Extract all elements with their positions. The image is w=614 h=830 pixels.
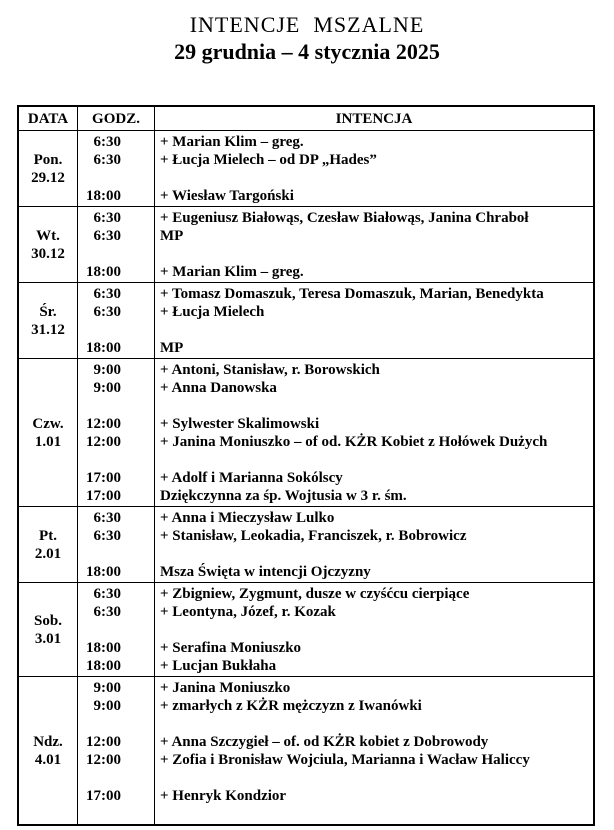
table-row-tuesday bbox=[19, 206, 593, 282]
time-value bbox=[78, 545, 154, 563]
intention-text: + Janina Moniuszko – of od. KŻR Kobiet z Hołówek Dużych bbox=[160, 434, 548, 450]
times-cell bbox=[78, 283, 155, 358]
time-value: 6:30 bbox=[93, 210, 121, 226]
intention-text bbox=[160, 769, 593, 787]
date-label: 29.12 bbox=[31, 169, 65, 186]
time-value: 18:00 bbox=[86, 340, 121, 356]
day-label: Ndz. bbox=[33, 733, 63, 750]
intentions-cell bbox=[155, 583, 593, 676]
mass-intentions-table bbox=[17, 105, 595, 826]
intention-text bbox=[160, 321, 593, 339]
time-value: 6:30 bbox=[93, 510, 121, 526]
intention-text: + Sylwester Skalimowski bbox=[160, 416, 320, 432]
day-label: Pt. bbox=[39, 527, 57, 544]
time-value: 6:30 bbox=[93, 528, 121, 544]
intentions-cell bbox=[155, 283, 593, 358]
intentions-cell bbox=[155, 677, 593, 824]
times-cell bbox=[78, 359, 155, 506]
time-value bbox=[78, 451, 154, 469]
intention-text: + Anna Danowska bbox=[160, 380, 277, 396]
intentions-cell bbox=[155, 507, 593, 582]
time-value: 9:00 bbox=[93, 698, 121, 714]
intention-text: + Marian Klim – greg. bbox=[160, 264, 304, 280]
day-label: Śr. bbox=[39, 303, 57, 320]
time-value: 6:30 bbox=[93, 152, 121, 168]
time-value: 9:00 bbox=[93, 362, 121, 378]
table-header-row bbox=[19, 107, 593, 131]
column-header-godz: GODZ. bbox=[78, 107, 155, 130]
time-value bbox=[78, 245, 154, 263]
time-value: 17:00 bbox=[86, 788, 121, 804]
intention-text: + Łucja Mielech – od DP „Hades” bbox=[160, 152, 377, 168]
time-value: 18:00 bbox=[86, 640, 121, 656]
time-value: 12:00 bbox=[86, 734, 121, 750]
time-value bbox=[78, 805, 154, 823]
time-value bbox=[78, 769, 154, 787]
time-value: 17:00 bbox=[86, 488, 121, 504]
intention-text: MP bbox=[160, 228, 184, 244]
time-value: 6:30 bbox=[93, 228, 121, 244]
time-value: 9:00 bbox=[93, 680, 121, 696]
date-cell bbox=[19, 507, 78, 582]
intention-text bbox=[160, 169, 593, 187]
intention-text: + zmarłych z KŻR mężczyzn z Iwanówki bbox=[160, 698, 422, 714]
intention-text: + Marian Klim – greg. bbox=[160, 134, 304, 150]
time-value: 18:00 bbox=[86, 658, 121, 674]
date-label: 2.01 bbox=[34, 545, 62, 562]
time-value bbox=[78, 621, 154, 639]
time-value: 12:00 bbox=[86, 416, 121, 432]
times-cell bbox=[78, 677, 155, 824]
intention-text: Dziękczynna za śp. Wojtusia w 3 r. śm. bbox=[160, 488, 407, 504]
intention-text: + Janina Moniuszko bbox=[160, 680, 291, 696]
intention-text bbox=[160, 397, 593, 415]
time-value bbox=[78, 715, 154, 733]
intention-text: + Leontyna, Józef, r. Kozak bbox=[160, 604, 336, 620]
date-label: 31.12 bbox=[31, 321, 65, 338]
intention-text bbox=[160, 621, 593, 639]
intention-text: + Serafina Moniuszko bbox=[160, 640, 302, 656]
intention-text: + Anna Szczygieł – of. od KŻR kobiet z Dobrowody bbox=[160, 734, 489, 750]
time-value bbox=[78, 397, 154, 415]
page-title: INTENCJE MSZALNE bbox=[189, 12, 425, 37]
intention-text: + Eugeniusz Białowąs, Czesław Białowąs, Janina Chraboł bbox=[160, 210, 529, 226]
intentions-cell bbox=[155, 207, 593, 282]
column-header-intencja: INTENCJA bbox=[335, 111, 413, 127]
table-row-monday bbox=[19, 131, 593, 206]
date-label: 4.01 bbox=[34, 751, 62, 768]
time-value: 12:00 bbox=[86, 434, 121, 450]
day-label: Pon. bbox=[33, 151, 63, 168]
day-label: Sob. bbox=[34, 612, 62, 629]
intentions-cell bbox=[155, 359, 593, 506]
table-row-sunday bbox=[19, 676, 593, 824]
date-cell bbox=[19, 207, 78, 282]
intention-text: + Anna i Mieczysław Lulko bbox=[160, 510, 335, 526]
date-label: 30.12 bbox=[31, 245, 65, 262]
intention-text: + Tomasz Domaszuk, Teresa Domaszuk, Marian, Benedykta bbox=[160, 286, 544, 302]
intentions-cell bbox=[155, 131, 593, 206]
time-value: 6:30 bbox=[93, 286, 121, 302]
time-value: 17:00 bbox=[86, 470, 121, 486]
intention-text: Msza Święta w intencji Ojczyzny bbox=[160, 564, 371, 580]
date-cell bbox=[19, 677, 78, 824]
time-value: 6:30 bbox=[93, 604, 121, 620]
day-label: Czw. bbox=[32, 415, 64, 432]
intention-text bbox=[160, 451, 593, 469]
time-value: 18:00 bbox=[86, 264, 121, 280]
date-label: 3.01 bbox=[34, 630, 62, 647]
time-value: 18:00 bbox=[86, 564, 121, 580]
table-row-thursday bbox=[19, 358, 593, 506]
intention-text: + Zofia i Bronisław Wojciula, Marianna i Wacław Haliccy bbox=[160, 752, 530, 768]
intention-text bbox=[160, 545, 593, 563]
time-value: 6:30 bbox=[93, 586, 121, 602]
intention-text: MP bbox=[160, 340, 184, 356]
times-cell bbox=[78, 583, 155, 676]
intention-text: + Adolf i Marianna Sokólscy bbox=[160, 470, 343, 486]
table-row-friday bbox=[19, 506, 593, 582]
time-value: 9:00 bbox=[93, 380, 121, 396]
time-value: 18:00 bbox=[86, 188, 121, 204]
time-value: 6:30 bbox=[93, 304, 121, 320]
date-cell bbox=[19, 283, 78, 358]
intention-text bbox=[160, 245, 593, 263]
table-row-saturday bbox=[19, 582, 593, 676]
time-value bbox=[78, 321, 154, 339]
intention-text: + Stanisław, Leokadia, Franciszek, r. Bobrowicz bbox=[160, 528, 467, 544]
table-row-wednesday bbox=[19, 282, 593, 358]
date-cell bbox=[19, 359, 78, 506]
times-cell bbox=[78, 507, 155, 582]
intention-text: + Antoni, Stanisław, r. Borowskich bbox=[160, 362, 380, 378]
times-cell bbox=[78, 131, 155, 206]
intention-text bbox=[160, 715, 593, 733]
date-label: 1.01 bbox=[34, 433, 62, 450]
time-value bbox=[78, 169, 154, 187]
intention-text: + Zbigniew, Zygmunt, dusze w czyśćcu cierpiące bbox=[160, 586, 470, 602]
times-cell bbox=[78, 207, 155, 282]
column-header-data: DATA bbox=[19, 107, 78, 130]
date-cell bbox=[19, 583, 78, 676]
time-value: 6:30 bbox=[93, 134, 121, 150]
date-cell bbox=[19, 131, 78, 206]
day-label: Wt. bbox=[36, 227, 60, 244]
intention-text: + Lucjan Bukłaha bbox=[160, 658, 277, 674]
document-page bbox=[0, 12, 614, 804]
intention-text: + Wiesław Targoński bbox=[160, 188, 294, 204]
time-value: 12:00 bbox=[86, 752, 121, 768]
intention-text bbox=[160, 805, 593, 823]
intention-text: + Łucja Mielech bbox=[160, 304, 265, 320]
page-subtitle: 29 grudnia – 4 stycznia 2025 bbox=[174, 39, 440, 64]
intention-text: + Henryk Kondzior bbox=[160, 788, 287, 804]
